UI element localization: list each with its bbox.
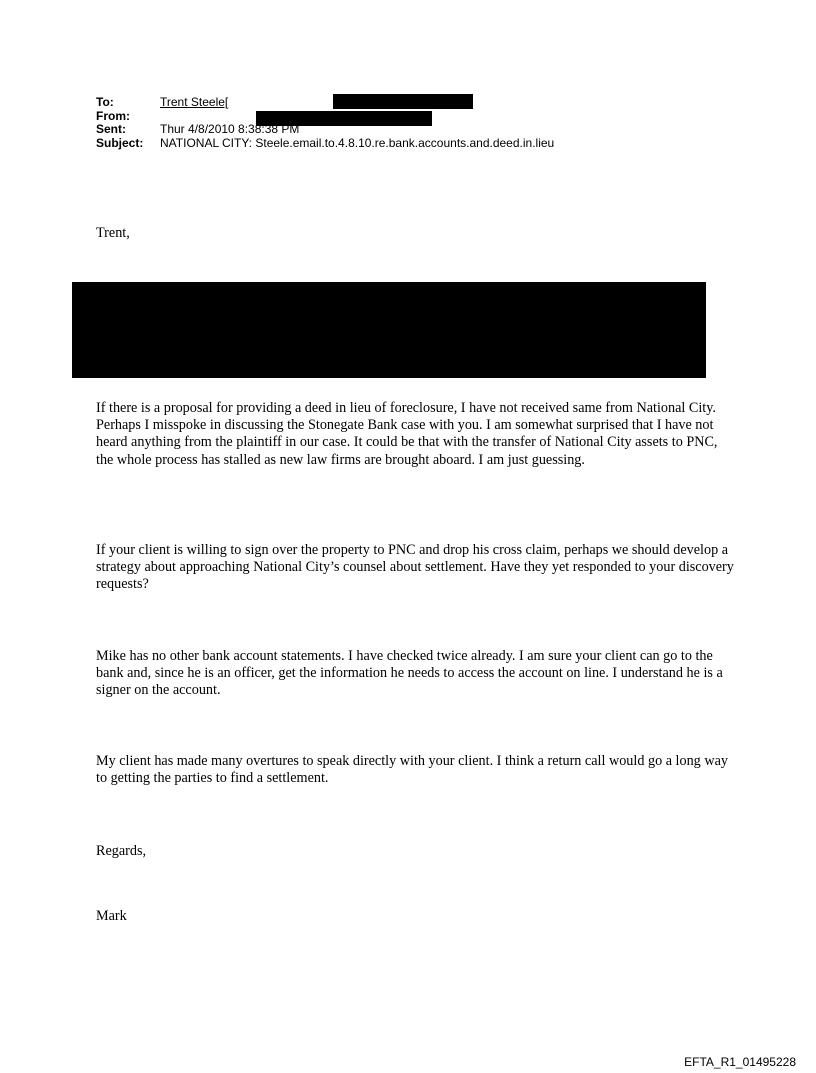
signature (96, 908, 736, 925)
paragraph-2-text: If your client is willing to sign over the property to PNC and drop his cross claim, perhaps we should develop a strategy about approaching National City’s counsel about settlement. Have they yet responded to your discovery requests? (96, 542, 734, 593)
subject-value: NATIONAL CITY: Steele.email.to.4.8.10.re.bank.accounts.and.deed.in.lieu (160, 135, 555, 150)
greeting-text: Trent, (96, 225, 130, 241)
sent-value: Thur 4/8/2010 8:38:38 PM (160, 122, 300, 136)
to-value: Trent Steele[ (160, 95, 229, 109)
paragraph-1 (96, 400, 736, 469)
paragraph-2 (96, 542, 736, 594)
closing-text: Regards, (96, 843, 147, 859)
closing (96, 843, 736, 860)
paragraph-3-text: Mike has no other bank account statements. I have checked twice already. I am sure your client can go to the bank and, since he is an officer, get the information he needs to access the account on line. I understand he is a signer on the account. (96, 648, 723, 699)
greeting (96, 225, 736, 242)
to-label: To: (96, 95, 114, 109)
subject-label: Subject: (96, 135, 144, 150)
to-redaction (333, 94, 473, 109)
paragraph-3 (96, 648, 736, 700)
body-redaction (72, 282, 706, 378)
signature-text: Mark (96, 908, 127, 924)
sent-label: Sent: (96, 122, 126, 136)
document-id: EFTA_R1_01495228 (684, 1055, 796, 1069)
paragraph-1-text: If there is a proposal for providing a deed in lieu of foreclosure, I have not received same from National City. Perhaps I misspoke in discussing the Stonegate Bank case with you. I am somewhat surprised that I have not heard anything from the plaintiff in our case. It could be that with the transfer of National City assets to PNC, the whole process has stalled as new law firms are brought aboard. I am just guessing. (96, 400, 718, 468)
paragraph-4 (96, 753, 736, 787)
paragraph-4-text: My client has made many overtures to speak directly with your client. I think a return call would go a long way to getting the parties to find a settlement. (96, 753, 728, 787)
from-label: From: (96, 108, 130, 123)
